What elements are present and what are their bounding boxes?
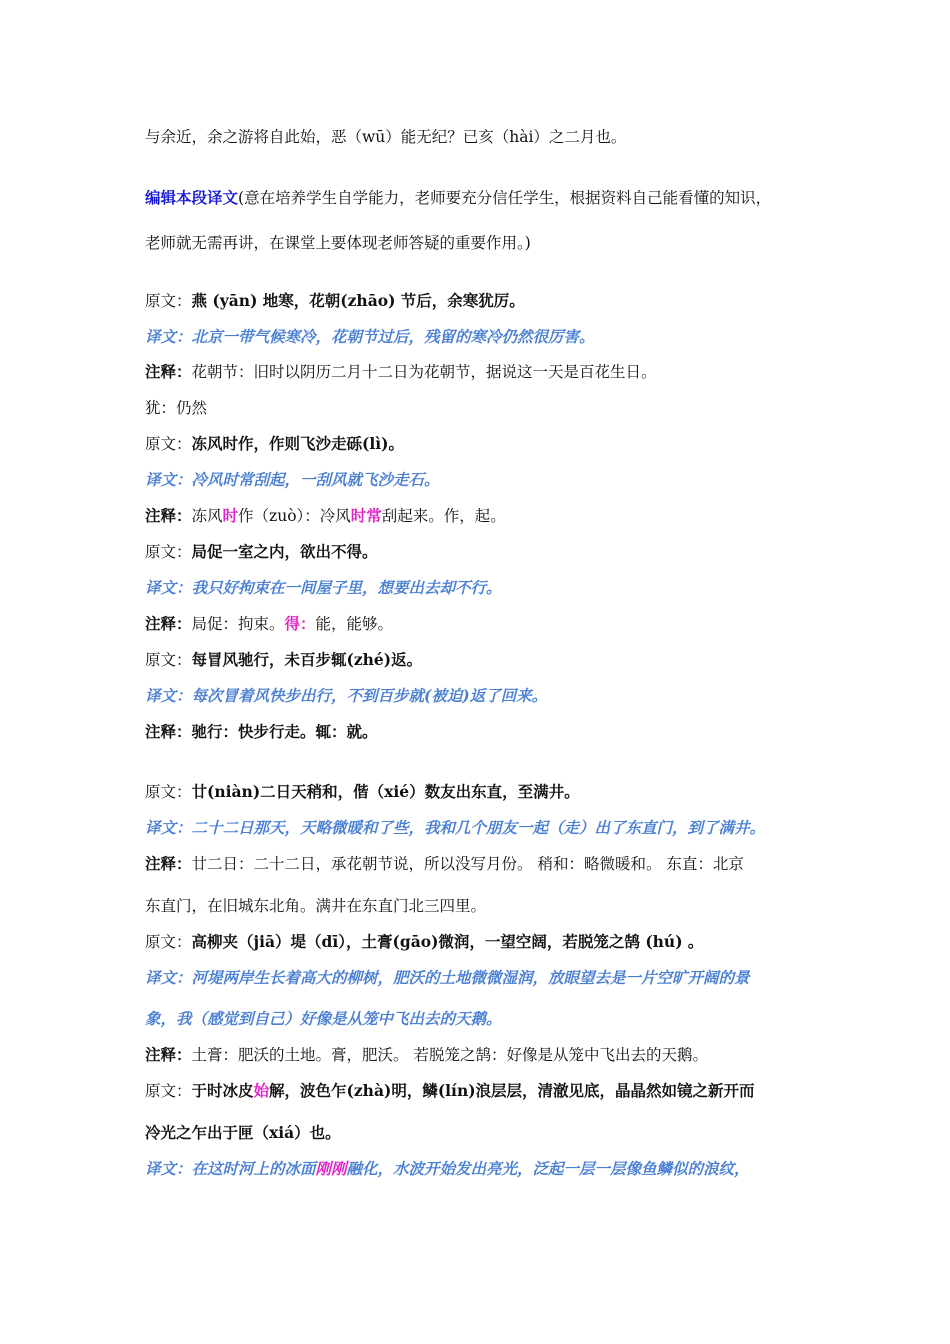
translation-line [145, 968, 750, 988]
original-text: 每冒风驰行，未百步辄(zhé)返。 [191, 650, 423, 669]
original-text: 局促一室之内，欲出不得。 [191, 542, 378, 561]
translation-text: 译文：二十二日那天，天略微暖和了些，我和几个朋友一起（走）出了东直门，到了满井。 [145, 818, 766, 837]
translation-text: 译文：河堤两岸生长着高大的柳树，肥沃的土地微微湿润，放眼望去是一片空旷开阔的景 [145, 968, 750, 987]
annotation-line [145, 398, 207, 418]
original-text-line [145, 291, 525, 311]
text-plain: 与余近，余之游将自此始，恶（wū）能无纪？已亥（hài）之二月也。 [145, 128, 627, 146]
annotation-text: 花朝节：旧时以阴历二月十二日为花朝节，据说这一天是百花生日。 [191, 363, 657, 381]
translation-line [145, 686, 547, 706]
text-line [145, 127, 626, 147]
annotation-label: 注释： [145, 722, 192, 741]
original-text: 冻风时作，作则飞沙走砾(lì)。 [191, 434, 404, 453]
translation-line [145, 327, 595, 347]
highlight-text: 得： [284, 614, 316, 633]
highlight-text: 刚刚 [315, 1159, 347, 1178]
translation-text: 译文：每次冒着风快步出行，不到百步就(被迫)返了回来。 [145, 686, 548, 705]
annotation-text: 驰行：快步行走。辄：就。 [191, 722, 378, 741]
annotation-label: 注释： [145, 614, 192, 633]
annotation-text: 刮起来。作，起。 [381, 507, 506, 525]
translation-line [145, 470, 440, 490]
text-plain: (意在培养学生自学能力，老师要充分信任学生，根据资料自己能看懂的知识， [238, 189, 772, 207]
original-text: 燕 (yān) 地寒，花朝(zhāo) 节后，余寒犹厉。 [191, 291, 525, 310]
annotation-text: 冻风 [191, 507, 223, 525]
annotation-line [145, 506, 506, 526]
translation-line [145, 578, 502, 598]
original-text: 廿(niàn)二日天稍和，偕（xié）数友出东直，至满井。 [191, 782, 580, 801]
highlight-text: 时常 [350, 506, 382, 525]
original-label: 原文： [145, 651, 192, 669]
original-text-line [145, 1123, 341, 1143]
original-text-line [145, 542, 378, 562]
original-text: 解，波色乍(zhà)明，鳞(lín)浪层层，清澈见底，晶晶然如镜之新开而 [269, 1081, 755, 1100]
original-label: 原文： [145, 1082, 192, 1100]
original-text: 高柳夹（jiā）堤（dī），土膏(gāo)微润，一望空阔，若脱笼之鹄 (hú) 。 [191, 932, 704, 951]
highlight-text: 始 [253, 1081, 270, 1100]
annotation-text: 土膏：肥沃的土地。膏，肥沃。 若脱笼之鹄：好像是从笼中飞出去的天鹅。 [191, 1046, 708, 1064]
section-heading-link[interactable]: 编辑本段译文 [145, 188, 239, 207]
text-plain: 老师就无需再讲，在课堂上要体现老师答疑的重要作用。) [145, 234, 531, 252]
annotation-line [145, 362, 657, 382]
original-label: 原文： [145, 292, 192, 310]
translation-line [145, 818, 765, 838]
annotation-line [145, 722, 378, 742]
original-text-line [145, 434, 404, 454]
annotation-label: 注释： [145, 1045, 192, 1064]
annotation-text: 犹：仍然 [145, 399, 208, 417]
original-label: 原文： [145, 435, 192, 453]
annotation-line [145, 614, 393, 634]
original-label: 原文： [145, 933, 192, 951]
original-label: 原文： [145, 543, 192, 561]
translation-text: 象，我（感觉到自己）好像是从笼中飞出去的天鹅。 [145, 1009, 502, 1028]
translation-text: 译文：在这时河上的冰面 [145, 1159, 316, 1178]
text-line [145, 188, 771, 208]
translation-text: 译文：我只好拘束在一间屋子里，想要出去却不行。 [145, 578, 502, 597]
annotation-label: 注释： [145, 854, 192, 873]
highlight-text: 时 [222, 506, 239, 525]
annotation-line [145, 1045, 708, 1065]
original-label: 原文： [145, 783, 192, 801]
original-text-line [145, 932, 703, 952]
translation-line [145, 1009, 502, 1029]
original-text-line [145, 782, 580, 802]
annotation-text: 能，能够。 [315, 615, 394, 633]
translation-line [145, 1159, 750, 1179]
translation-text: 融化，水波开始发出亮光，泛起一层一层像鱼鳞似的浪纹， [346, 1159, 750, 1178]
original-text: 于时冰皮 [191, 1081, 254, 1100]
annotation-text: 作（zuò）：冷风 [238, 507, 351, 525]
original-text: 冷光之乍出于匣（xiá）也。 [145, 1123, 341, 1142]
annotation-label: 注释： [145, 362, 192, 381]
original-text-line [145, 1081, 755, 1101]
original-text-line [145, 650, 422, 670]
annotation-line [145, 896, 486, 916]
translation-text: 译文：冷风时常刮起，一刮风就飞沙走石。 [145, 470, 440, 489]
text-line [145, 233, 531, 253]
annotation-text: 局促：拘束。 [191, 615, 285, 633]
annotation-label: 注释： [145, 506, 192, 525]
annotation-line [145, 854, 744, 874]
annotation-text: 廿二日：二十二日，承花朝节说，所以没写月份。 稍和：略微暖和。 东直：北京 [191, 855, 744, 873]
annotation-text: 东直门，在旧城东北角。满井在东直门北三四里。 [145, 897, 487, 915]
translation-text: 译文：北京一带气候寒冷，花朝节过后，残留的寒冷仍然很厉害。 [145, 327, 595, 346]
